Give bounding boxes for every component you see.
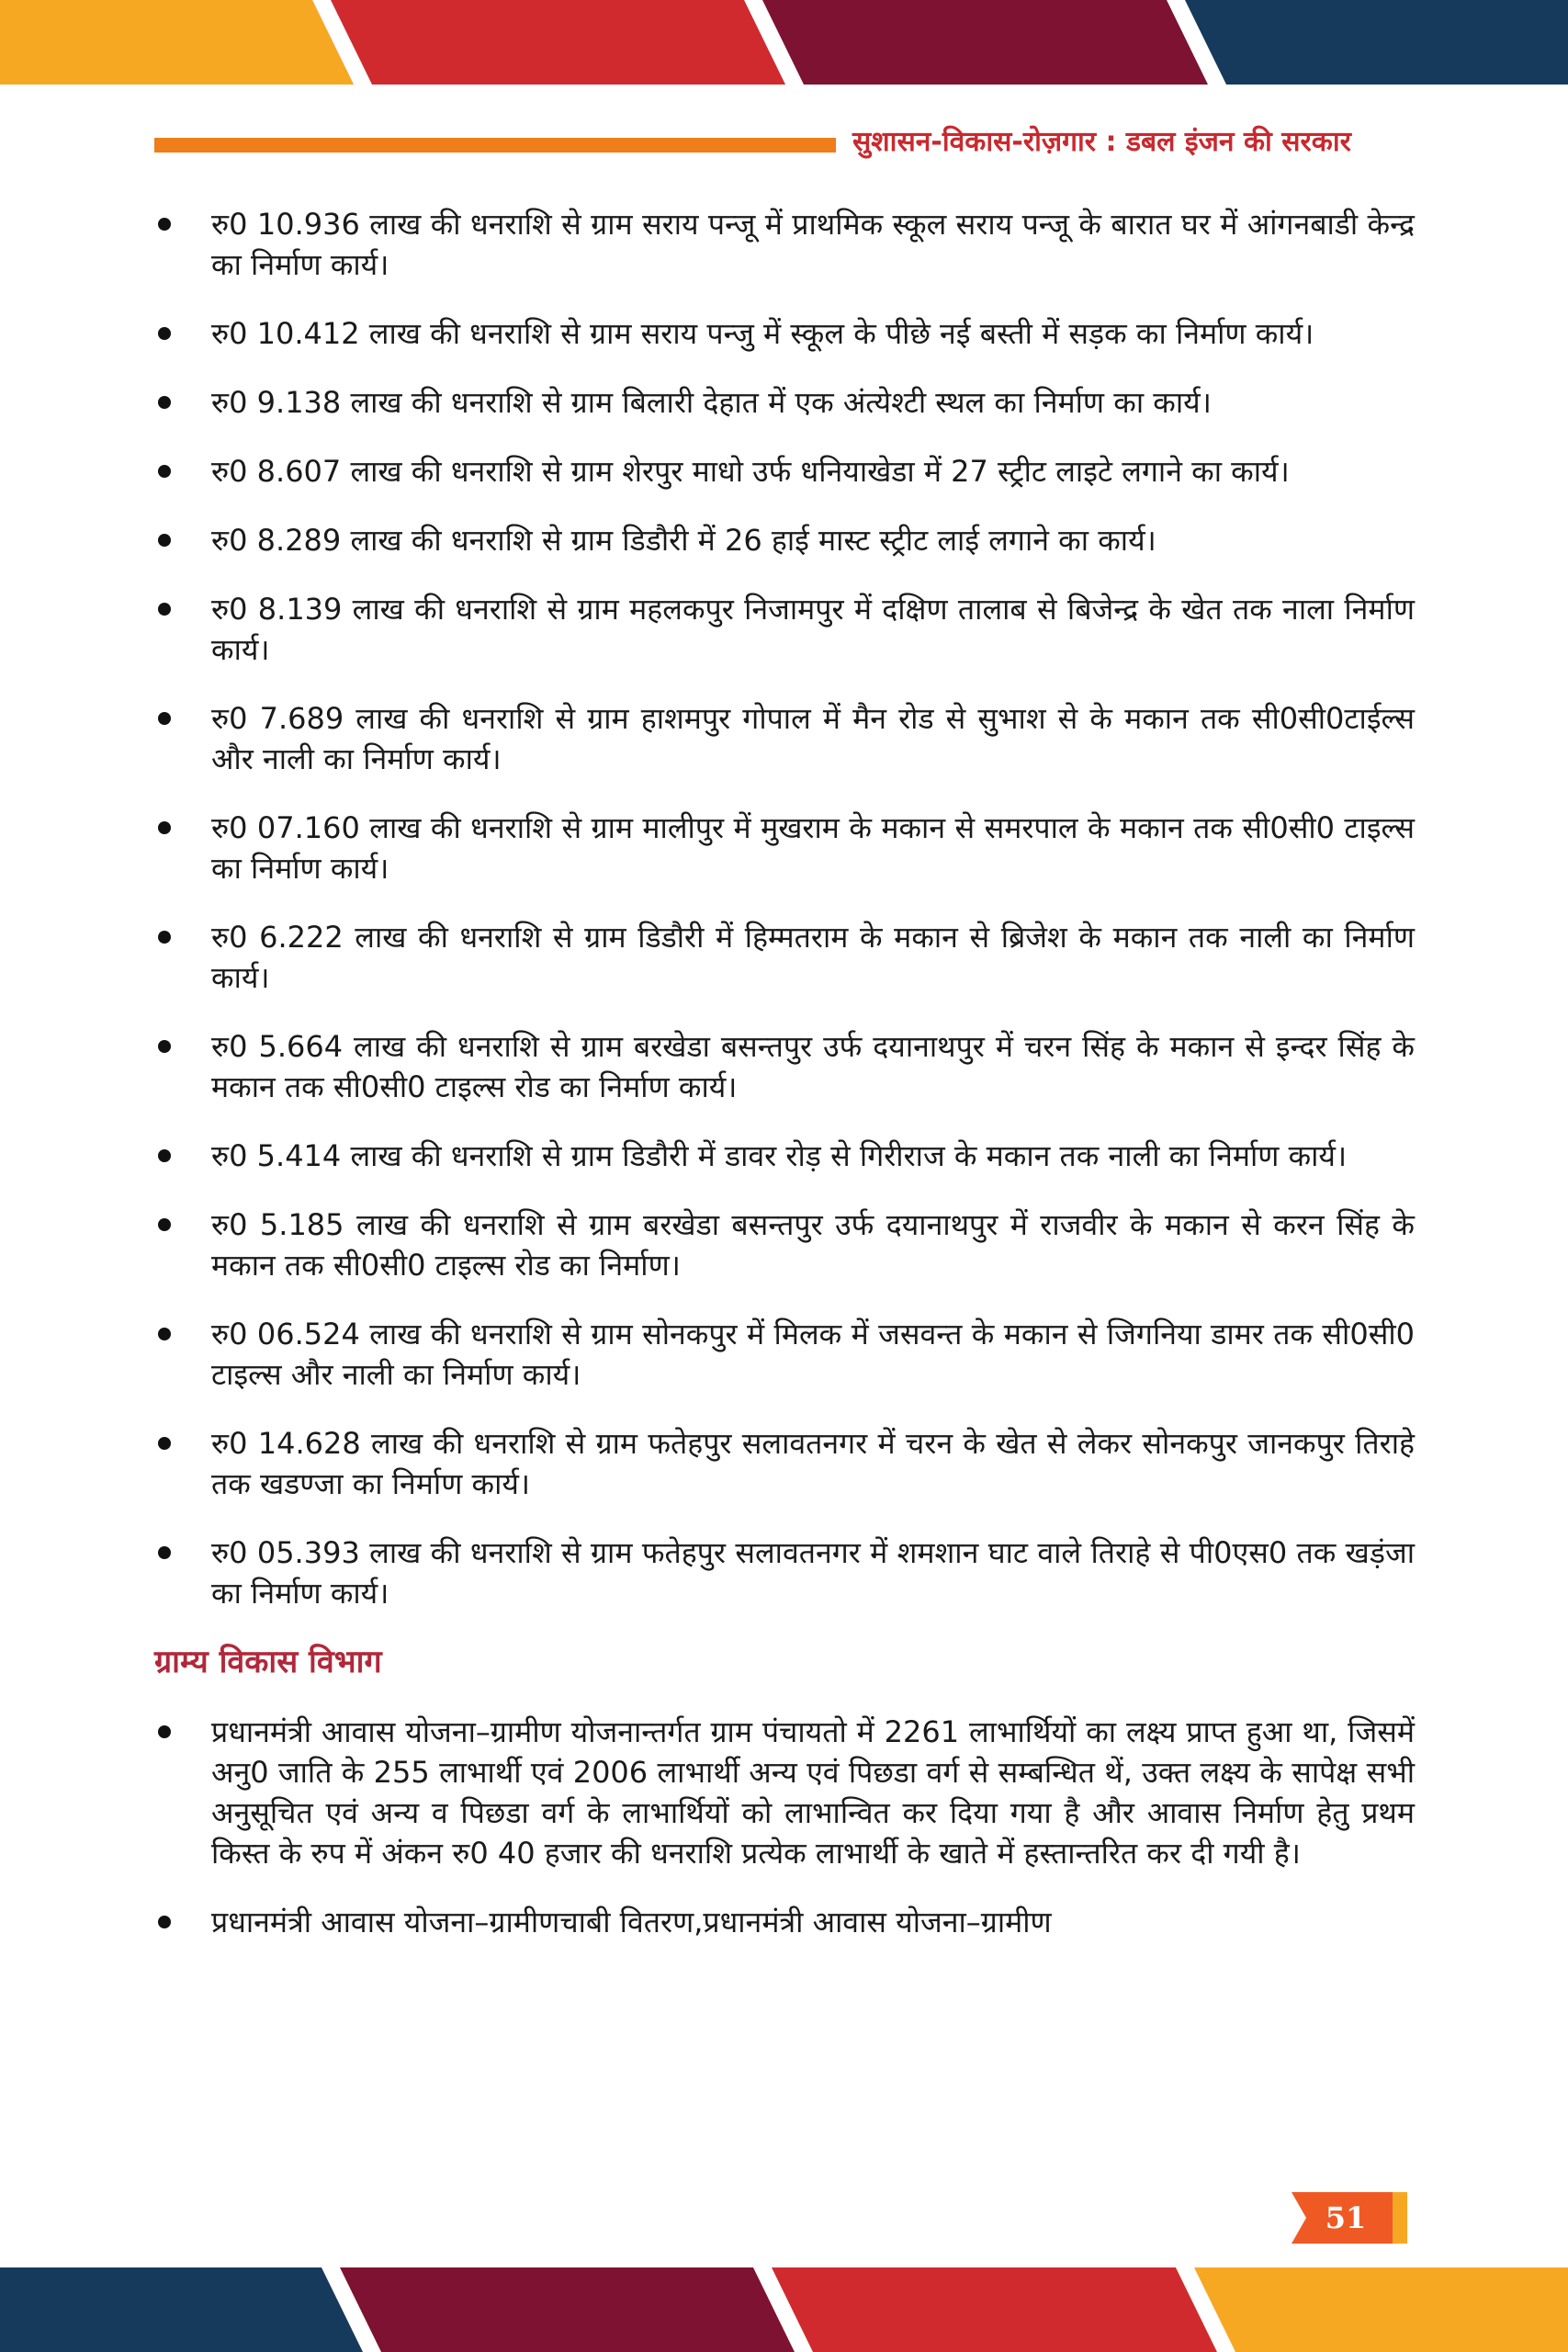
bullet-icon <box>158 712 171 725</box>
list-item-text: रु0 07.160 लाख की धनराशि से ग्राम मालीपुर में मुखराम के मकान से समरपाल के मकान तक सी0सी0 टाइल्स का निर्माण कार्य। <box>211 810 1415 886</box>
bullet-icon <box>158 821 171 834</box>
list-item <box>154 1532 1415 1613</box>
bullet-icon <box>158 396 171 409</box>
list-item-text: रु0 9.138 लाख की धनराशि से ग्राम बिलारी देहात में एक अंत्येश्टी स्थल का निर्माण का कार्य। <box>211 385 1212 420</box>
list-item-text: रु0 10.936 लाख की धनराशि से ग्राम सराय पन्जू में प्राथमिक स्कूल सराय पन्जू के बारात घर में आंगनबाडी केन्द्र का निर्माण कार्य। <box>211 207 1415 282</box>
bullet-icon <box>158 1916 171 1928</box>
list-item-text: रु0 10.412 लाख की धनराशि से ग्राम सराय पन्जु में स्कूल के पीछे नई बस्ती में सड़क का निर्माण कार्य। <box>211 316 1314 351</box>
bullet-icon <box>158 1328 171 1340</box>
list-item <box>154 917 1415 998</box>
page-content <box>154 204 1415 1971</box>
list-item <box>154 382 1415 423</box>
running-header-title: सुशासन-विकास-रोज़गार : डबल इंजन की सरकार <box>852 126 1351 158</box>
list-item-text: रु0 8.607 लाख की धनराशि से ग्राम शेरपुर माधो उर्फ धनियाखेडा में 27 स्ट्रीट लाइटे लगाने का कार्य। <box>211 454 1290 489</box>
list-item <box>154 698 1415 779</box>
list-item-text: रु0 5.185 लाख की धनराशि से ग्राम बरखेडा बसन्तपुर उर्फ दयानाथपुर में राजवीर के मकान से करन सिंह के मकान तक सी0सी0 टाइल्स रोड का निर्माण। <box>211 1207 1415 1283</box>
list-item <box>154 589 1415 670</box>
list-item <box>154 1026 1415 1107</box>
rural-development-list <box>154 1712 1415 1942</box>
list-item-text: प्रधानमंत्री आवास योजना–ग्रामीण योजनान्तर्गत ग्राम पंचायतो में 2261 लाभार्थियों का लक्ष्य प्राप्त हुआ था, जिसमें अनु0 जाति के 255 लाभार्थी एवं 2006 लाभार्थी अन्य एवं पिछडा वर्ग से सम्बन्धित थें, उक्त लक्ष्य के सापेक्ष सभी अनुसूचित एवं अन्य व पिछडा वर्ग के लाभार्थियों को लाभान्वित कर दिया गया है और आवास निर्माण हेतु प्रथम किस्त के रुप में अंकन रु0 40 हजार की धनराशि प्रत्येक लाभार्थी के खाते में हस्तान्तरित कर दी गयी है। <box>211 1714 1415 1871</box>
list-item-text: रु0 5.414 लाख की धनराशि से ग्राम डिडौरी में डावर रोड़ से गिरीराज के मकान तक नाली का निर्माण कार्य। <box>211 1138 1348 1173</box>
bullet-icon <box>158 1546 171 1559</box>
list-item <box>154 1204 1415 1285</box>
bullet-icon <box>158 1040 171 1053</box>
list-item <box>154 808 1415 888</box>
section-heading: ग्राम्य विकास विभाग <box>154 1644 382 1680</box>
list-item-text: रु0 06.524 लाख की धनराशि से ग्राम सोनकपुर में मिलक में जसवन्त के मकान से जिगनिया डामर तक सी0सी0 टाइल्स और नाली का निर्माण कार्य। <box>211 1317 1415 1392</box>
list-item-text: रु0 8.139 लाख की धनराशि से ग्राम महलकपुर निजामपुर में दक्षिण तालाब से बिजेन्द्र के खेत तक नाला निर्माण कार्य। <box>211 592 1415 667</box>
list-item <box>154 520 1415 560</box>
bullet-icon <box>158 1725 171 1738</box>
bullet-icon <box>158 1437 171 1450</box>
list-item <box>154 1314 1415 1395</box>
list-item-text: रु0 7.689 लाख की धनराशि से ग्राम हाशमपुर गोपाल में मैन रोड से सुभाश से के मकान तक सी0सी0टाईल्स और नाली का निर्माण कार्य। <box>211 701 1415 776</box>
list-item <box>154 451 1415 492</box>
bullet-icon <box>158 1218 171 1231</box>
list-item-text: रु0 05.393 लाख की धनराशि से ग्राम फतेहपुर सलावतनगर में शमशान घाट वाले तिराहे से पी0एस0 तक खड़ंजा का निर्माण कार्य। <box>211 1535 1415 1611</box>
bullet-icon <box>158 1149 171 1162</box>
works-list <box>154 204 1415 1613</box>
list-item-text: रु0 14.628 लाख की धनराशि से ग्राम फतेहपुर सलावतनगर में चरन के खेत से लेकर सोनकपुर जानकपुर तिराहे तक खडण्जा का निर्माण कार्य। <box>211 1426 1415 1501</box>
bullet-icon <box>158 534 171 547</box>
list-item <box>154 1423 1415 1504</box>
page-number: 51 <box>1325 2200 1367 2235</box>
list-item <box>154 1136 1415 1176</box>
top-color-band <box>0 0 1568 85</box>
list-item-text: रु0 5.664 लाख की धनराशि से ग्राम बरखेडा बसन्तपुर उर्फ दयानाथपुर में चरन सिंह के मकान से इन्दर सिंह के मकान तक सी0सी0 टाइल्स रोड का निर्माण कार्य। <box>211 1029 1415 1104</box>
bullet-icon <box>158 931 171 944</box>
list-item <box>154 1712 1415 1873</box>
header-rule <box>154 138 836 153</box>
list-item <box>154 204 1415 285</box>
bullet-icon <box>158 327 171 340</box>
list-item-text: रु0 8.289 लाख की धनराशि से ग्राम डिडौरी में 26 हाई मास्ट स्ट्रीट लाई लगाने का कार्य। <box>211 523 1156 558</box>
bullet-icon <box>158 603 171 616</box>
list-item-text: रु0 6.222 लाख की धनराशि से ग्राम डिडौरी में हिम्मतराम के मकान से ब्रिजेश के मकान तक नाली का निर्माण कार्य। <box>211 920 1415 995</box>
list-item <box>154 313 1415 354</box>
bullet-icon <box>158 465 171 478</box>
page-number-tab <box>1279 2192 1407 2244</box>
list-item <box>154 1902 1415 1942</box>
bullet-icon <box>158 218 171 231</box>
bottom-color-band <box>0 2267 1568 2352</box>
list-item-text: प्रधानमंत्री आवास योजना–ग्रामीणचाबी वितरण,प्रधानमंत्री आवास योजना–ग्रामीण <box>211 1905 1052 1939</box>
